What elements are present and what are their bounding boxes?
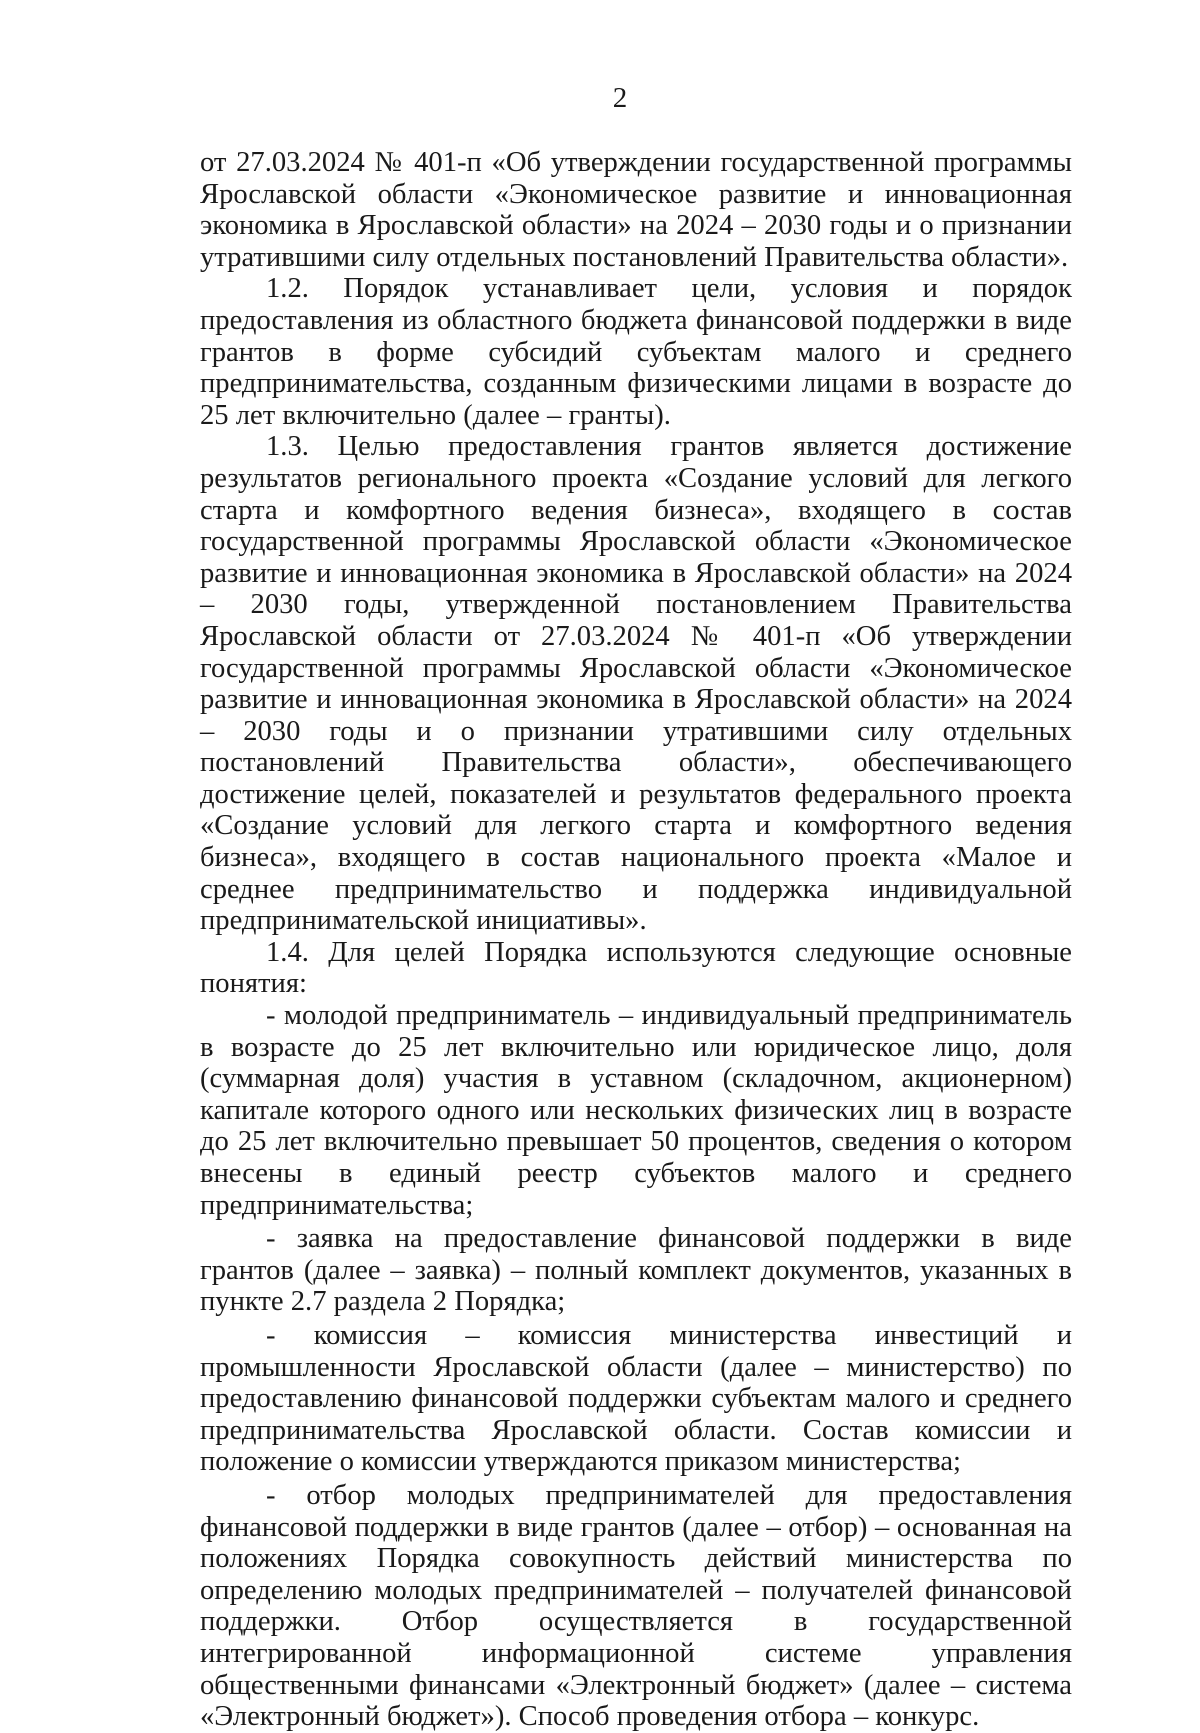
paragraph-1-4: 1.4. Для целей Порядка используются следующие основные понятия: [200,936,1072,1000]
definition-application: - заявка на предоставление финансовой поддержки в виде грантов (далее – заявка) – полный комплект документов, указанных в пункте 2.7 раздела 2 Порядка; [200,1223,1072,1318]
document-body [200,147,1072,1733]
definition-commission: - комиссия – комиссия министерства инвестиций и промышленности Ярославской области (далее – министерство) по предоставлению финансовой поддержки субъектам малого и среднего предпринимательства Ярославской области. Состав комиссии и положение о комиссии утверждаются приказом министерства; [200,1319,1072,1478]
paragraph-continuation: от 27.03.2024 № 401-п «Об утверждении государственной программы Ярославской области «Экономическое развитие и инновационная экономика в Ярославской области» на 2024 – 2030 годы и о признании утратившими силу отдельных постановлений Правительства области». [200,147,1072,273]
paragraph-1-2: 1.2. Порядок устанавливает цели, условия и порядок предоставления из областного бюджета финансовой поддержки в виде грантов в форме субсидий субъектам малого и среднего предпринимательства, созданным физическими лицами в возрасте до 25 лет включительно (далее – гранты). [200,273,1072,431]
definition-selection: - отбор молодых предпринимателей для предоставления финансовой поддержки в виде грантов (далее – отбор) – основанная на положениях Порядка совокупность действий министерства по определению молодых предпринимателей – получателей финансовой поддержки. Отбор осуществляется в государственной интегрированной информационной системе управления общественными финансами «Электронный бюджет» (далее – система «Электронный бюджет»). Способ проведения отбора – конкурс. [200,1479,1072,1733]
page-number: 2 [612,82,628,114]
definition-young-entrepreneur: - молодой предприниматель – индивидуальный предприниматель в возрасте до 25 лет включительно или юридическое лицо, доля (суммарная доля) участия в уставном (складочном, акционерном) капитале которого одного или нескольких физических лиц в возрасте до 25 лет включительно превышает 50 процентов, сведения о котором внесены в единый реестр субъектов малого и среднего предпринимательства; [200,1000,1072,1221]
paragraph-1-3: 1.3. Целью предоставления грантов является достижение результатов регионального проекта «Создание условий для легкого старта и комфортного ведения бизнеса», входящего в состав государственной программы Ярославской области «Экономическое развитие и инновационная экономика в Ярославской области» на 2024 – 2030 годы, утвержденной постановлением Правительства Ярославской области от 27.03.2024 № 401-п «Об утверждении государственной программы Ярославской области «Экономическое развитие и инновационная экономика в Ярославской области» на 2024 – 2030 годы и о признании утратившими силу отдельных постановлений Правительства области», обеспечивающего достижение целей, показателей и результатов федерального проекта «Создание условий для легкого старта и комфортного ведения бизнеса», входящего в состав национального проекта «Малое и среднее предпринимательство и поддержка индивидуальной предпринимательской инициативы». [200,431,1072,937]
